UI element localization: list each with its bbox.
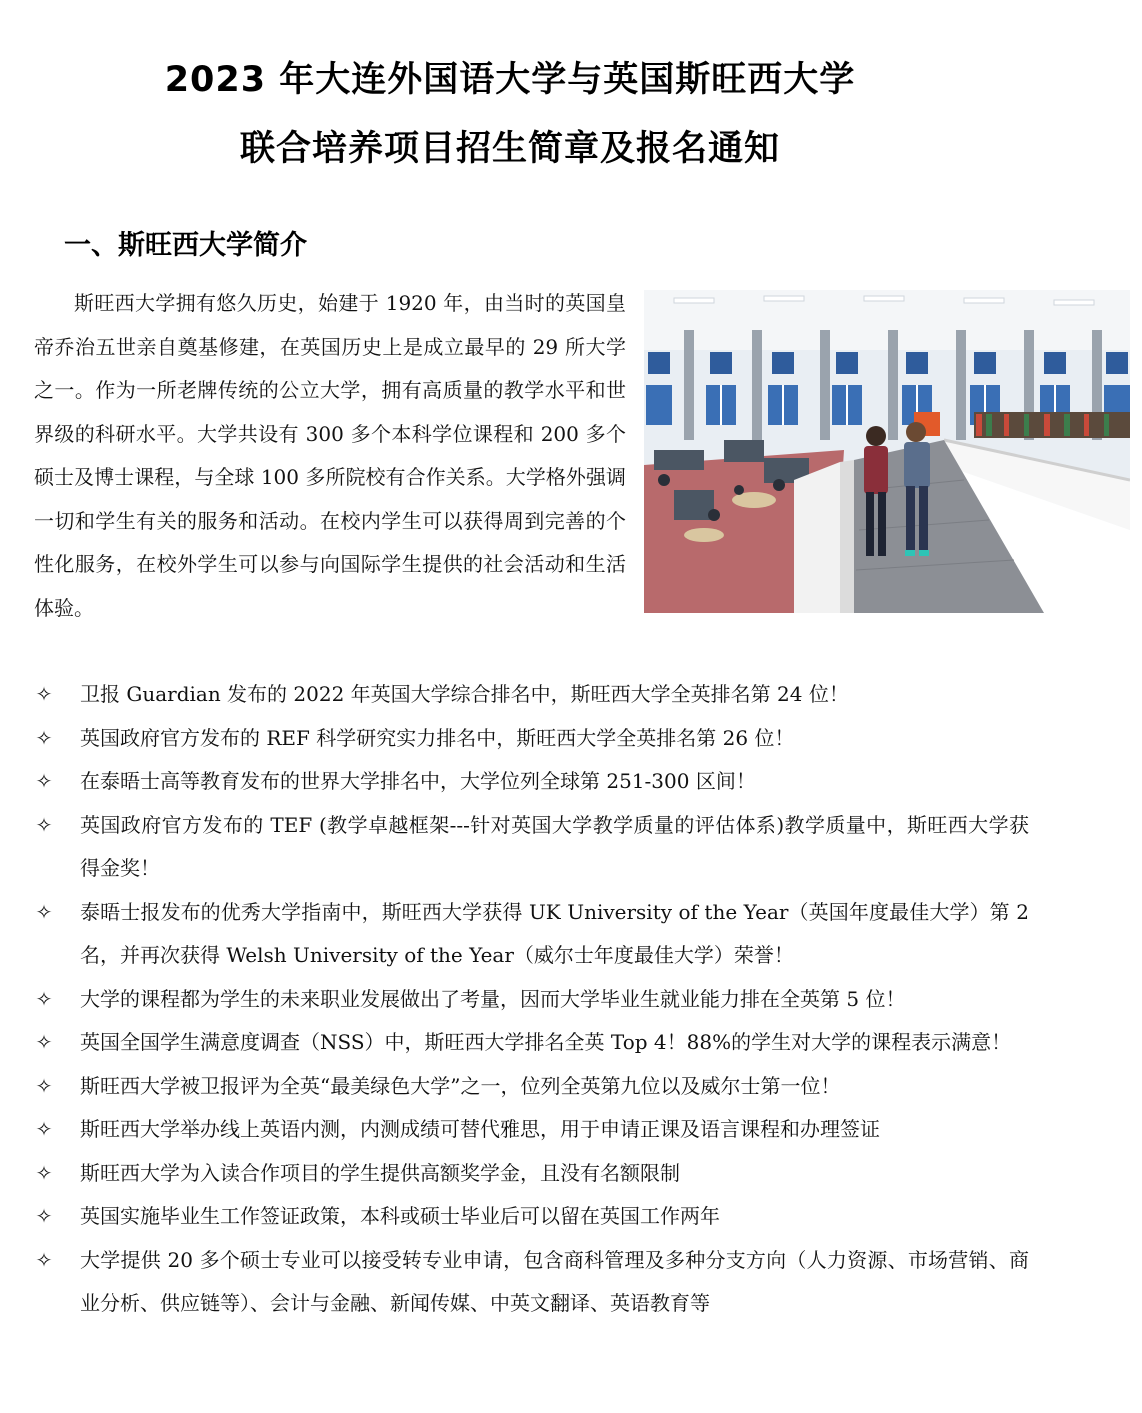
list-item-text: 斯旺西大学举办线上英语内测，内测成绩可替代雅思，用于申请正课及语言课程和办理签证	[80, 1117, 880, 1141]
list-item-text: 英国政府官方发布的 REF 科学研究实力排名中，斯旺西大学全英排名第 26 位！	[80, 725, 795, 750]
list-item	[34, 978, 1029, 1022]
list-item-text: 英国政府官方发布的 TEF (教学卓越框架---针对英国大学教学质量的评估体系)教学质量中，斯旺西大学获得金奖！	[80, 812, 1029, 880]
list-item-text: 大学的课程都为学生的未来职业发展做出了考量，因而大学毕业生就业能力排在全英第 5 位！	[80, 986, 906, 1011]
diamond-star-icon: ✧	[35, 1160, 53, 1185]
diamond-star-icon: ✧	[35, 682, 53, 706]
list-item	[34, 1239, 1029, 1326]
highlights-list	[34, 673, 1029, 1326]
diamond-star-icon: ✧	[35, 899, 53, 924]
list-item	[34, 891, 1029, 978]
diamond-star-icon: ✧	[35, 986, 53, 1011]
library-illustration	[644, 290, 1130, 613]
diamond-star-icon: ✧	[35, 1247, 53, 1272]
list-item	[34, 1108, 1029, 1152]
list-item-text: 大学提供 20 多个硕士专业可以接受转专业申请，包含商科管理及多种分支方向（人力资源、市场营销、商业分析、供应链等）、会计与金融、新闻传媒、中英文翻译、英语教育等	[80, 1247, 1029, 1315]
diamond-star-icon: ✧	[35, 725, 53, 750]
list-item	[34, 1021, 1029, 1065]
campus-library-photo	[644, 290, 1130, 613]
diamond-star-icon: ✧	[35, 1030, 53, 1054]
list-item-text: 斯旺西大学被卫报评为全英“最美绿色大学”之一，位列全英第九位以及威尔士第一位！	[80, 1073, 841, 1098]
diamond-star-icon: ✧	[35, 1073, 53, 1098]
section-heading-university-intro: 一、斯旺西大学简介	[64, 230, 307, 261]
diamond-star-icon: ✧	[35, 1117, 53, 1141]
diamond-star-icon: ✧	[35, 769, 53, 793]
list-item-text: 在泰晤士高等教育发布的世界大学排名中，大学位列全球第 251-300 区间！	[80, 769, 756, 793]
intro-paragraph: 斯旺西大学拥有悠久历史，始建于 1920 年，由当时的英国皇帝乔治五世亲自奠基修建，在英国历史上是成立最早的 29 所大学之一。作为一所老牌传统的公立大学，拥有高质量的教学水平和世界级的科研水平。大学共设有 300 多个本科学位课程和 200 多个硕士及博士课程，与全球 100 多所院校有合作关系。大学格外强调一切和学生有关的服务和活动。在校内学生可以获得周到完善的个性化服务，在校外学生可以参与向国际学生提供的社会活动和生活体验。	[34, 291, 626, 620]
list-item	[34, 760, 1029, 804]
list-item	[34, 804, 1029, 891]
list-item-text: 斯旺西大学为入读合作项目的学生提供高额奖学金，且没有名额限制	[80, 1160, 680, 1185]
page-title-line-2: 联合培养项目招生简章及报名通知	[239, 129, 780, 169]
list-item	[34, 673, 1029, 717]
list-item	[34, 1065, 1029, 1109]
page-title-line-1: 2023 年大连外国语大学与英国斯旺西大学	[164, 60, 856, 100]
list-item-text: 英国全国学生满意度调查（NSS）中，斯旺西大学排名全英 Top 4！88%的学生对大学的课程表示满意！	[80, 1030, 1012, 1054]
diamond-star-icon: ✧	[35, 812, 53, 837]
list-item	[34, 1195, 1029, 1239]
diamond-star-icon: ✧	[35, 1204, 53, 1228]
list-item-text: 卫报 Guardian 发布的 2022 年英国大学综合排名中，斯旺西大学全英排名第 24 位！	[80, 682, 849, 706]
list-item	[34, 717, 1029, 761]
list-item	[34, 1152, 1029, 1196]
list-item-text: 英国实施毕业生工作签证政策，本科或硕士毕业后可以留在英国工作两年	[80, 1204, 720, 1228]
list-item-text: 泰晤士报发布的优秀大学指南中，斯旺西大学获得 UK University of the Year（英国年度最佳大学）第 2 名，并再次获得 Welsh University of the Year（威尔士年度最佳大学）荣誉！	[80, 899, 1029, 967]
